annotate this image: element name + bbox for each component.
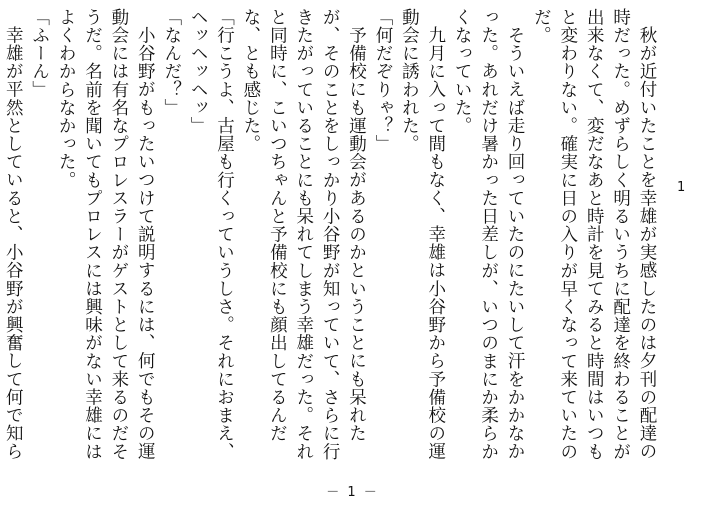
dialogue-line: 「行こうよ、古屋も行くっていうしさ。それにおまえ、ヘッヘッヘッ」 (188, 8, 235, 461)
page-number-side: 1 (677, 180, 686, 195)
paragraph: そういえば走り回っていたのにたいして汗をかかなかった。あれだけ暑かった日差しが、いつのまにか柔らかくなっていた。 (452, 8, 525, 461)
paragraph: 九月に入って間もなく、幸雄は小谷野から予備校の運動会に誘われた。 (399, 8, 446, 460)
dialogue-line: 「ふーん」 (29, 8, 50, 99)
paragraph: 小谷野がもったいつけて説明するには、何でもその運動会には有名なプロレスラーがゲストとして来るのだそうだ。名前を聞いてもプロレスには興味がない幸雄にはよくわからなかった。 (56, 8, 156, 461)
vertical-body-text (3, 8, 660, 468)
dialogue-line: 「なんだ？」 (161, 8, 182, 117)
paragraph: 幸雄が平然としていると、小谷野が興奮して何で知ら (3, 25, 24, 460)
page-number-footer: － 1 － (326, 485, 379, 500)
dialogue-line: 「何だぞりゃ？」 (372, 8, 393, 153)
paragraph: 予備校にも運動会があるのかということにも呆れたが、そのことをしっかり小谷野が知っていて、さらに行きたがっていることにも呆れてしまう幸雄だった。それと同時に、こいつちゃんと予備校にも顔出してるんだな、とも感じた。 (240, 8, 367, 461)
paragraph: 秋が近付いたことを幸雄が実感したのは夕刊の配達の時だった。めずらしく明るいうちに配達を終わることが出来なくて、変だなあと時計を見てみると時間はいつもと変わりない。確実に日の入りが早くなって来ていたのだ。 (531, 8, 657, 461)
